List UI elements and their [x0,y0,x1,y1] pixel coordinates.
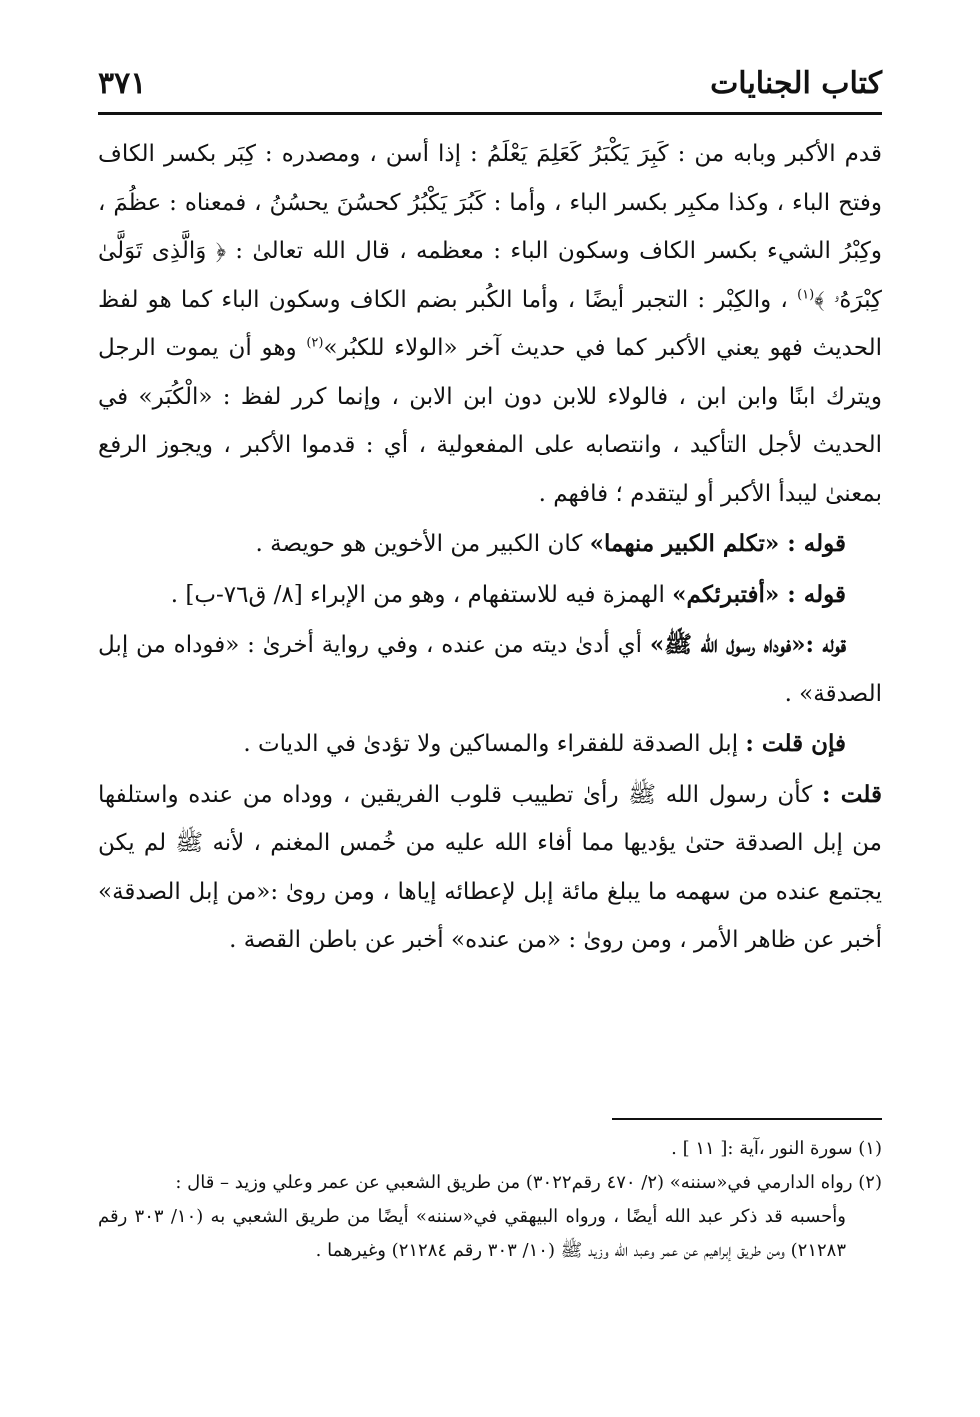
paragraph-5 [98,720,882,769]
footnote-2-continued: وأحسبه قد ذكر عبد الله أيضًا ، ورواه البيهقي في«سننه» أيضًا من طريق الشعبي به (١٠/ ٣٠٣ رقم ٢١٢٨٣) ومن طريق إبراهيم عن عمر وعبد الله وزيد ﷺ (١٠/ ٣٠٣ رقم ٢١٢٨٤) وغيرهما . [98,1206,846,1261]
page-header [98,58,882,108]
page-number: ٣٧١ [98,66,147,101]
paragraph-2 [98,520,882,569]
paragraph-1-text: قدم الأكبر وبابه من : كَبِرَ يَكْبَرُ كَعَلِمَ يَعْلَمُ : إذا أسن ، ومصدره : كِبَر بكسر الكاف وفتح الباء ، وكذا مكبِر بكسر الباء ، وأما : كَبُرَ يَكْبُرُ كحسُنَ يحسُنُ ، فمعناه : عظُمَ ، وكِبْرُ الشيء بكسر الكاف وسكون الباء : معظمه ، قال الله تعالىٰ : ﴿ وَالَّذِى تَوَلَّىٰ كِبْرَهُۥ ﴾ [98,141,882,313]
paragraph-1 [98,130,882,518]
header-rule [98,112,882,115]
paragraph-5-label: فإن قلت : [745,730,846,757]
paragraph-5-text: إبل الصدقة للفقراء والمساكين ولا تؤدىٰ في الديات . [243,731,746,757]
footnote-2: (٢) رواه الدارمي في«سننه» (٢/ ٤٧٠ رقم٣٠٢٢) من طريق الشعبي عن عمر وعلي وزيد – قال : [175,1172,882,1193]
paragraph-1-text-c: وهو أن يموت الرجل ويترك ابنًا وابن ابن ، فالولاء للابن دون ابن الابن ، وإنما كرر لفظ : «الْكُبَر» في الحديث لأجل التأكيد ، وانتصابه على المفعولية ، أي : قدموا الأكبر ، ويجوز الرفع بمعنىٰ ليبدأ الأكبر أو ليتقدم ؛ فافهم . [98,335,882,507]
paragraph-6-text: كأن رسول الله ﷺ رأىٰ تطييب قلوب الفريقين ، ووداه من عنده واستلفها من إبل الصدقة حتىٰ يؤديها مما أفاء الله عليه من خُمس المغنم ، لأنه ﷺ لم يكن يجتمع عنده من سهمه ما يبلغ مائة إبل لإعطائه إياها ، ومن روىٰ :«من إبل الصدقة» أخبر عن ظاهر الأمر ، ومن روىٰ : «من عنده» أخبر عن باطن القصة . [98,781,882,953]
paragraph-2-text: كان الكبير من الأخوين هو حويصة . [255,531,590,557]
paragraph-6-label: قلت : [821,780,883,808]
footnote-rule [612,1118,882,1120]
footnote-ref-2: (٢) [306,335,324,351]
paragraph-6 [98,771,882,965]
paragraph-1-text-b: ، والكِبْر : التجبر أيضًا ، وأما الكُبر بضم الكاف وسكون الباء كما هو لفظ الحديث فهو يعني الأكبر كما في حديث آخر «الولاء للكبُر» [98,286,882,361]
chapter-title: كتاب الجنايات [710,66,882,101]
paragraph-4-text: أي أدىٰ ديته من عنده ، وفي رواية أخرىٰ : «فوداه من إبل الصدقة» . [98,632,882,707]
footnotes [98,1132,882,1268]
paragraph-3-label: قوله : «أفتبرئكم» [672,580,846,608]
paragraph-3-text: الهمزة فيه للاستفهام ، وهو من الإبراء [٨/ ق٧٦-ب] . [170,581,673,608]
paragraph-4-label: قوله :«فوداه رسول الله ﷺ» [649,631,847,658]
footnote-ref-1: (١) [797,286,815,302]
paragraph-2-label: قوله : «تكلم الكبير منهما» [589,530,846,557]
main-text [98,130,882,965]
paragraph-4 [98,621,882,718]
footnote-1: (١) سورة النور ،آية :[ ١١ ] . [671,1138,882,1159]
paragraph-3 [98,571,882,620]
